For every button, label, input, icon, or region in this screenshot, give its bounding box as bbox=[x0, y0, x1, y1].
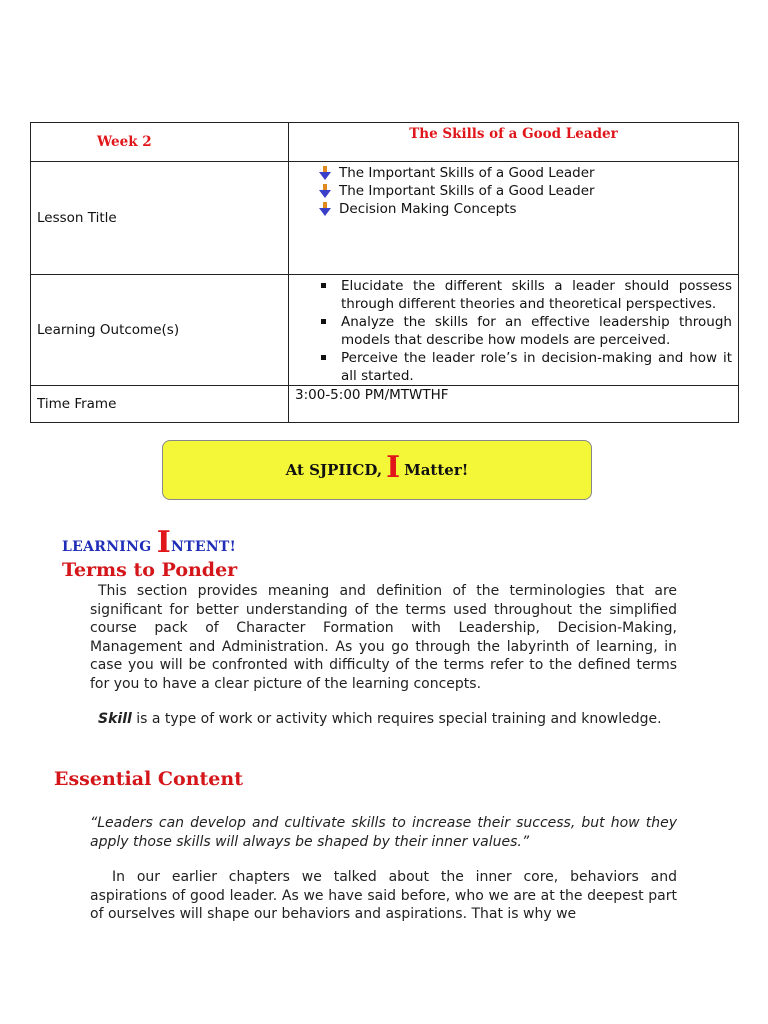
list-item bbox=[319, 349, 732, 385]
intent-rest: NTENT! bbox=[171, 539, 237, 555]
lesson-title-label: Lesson Title bbox=[31, 162, 289, 275]
list-item bbox=[319, 182, 738, 200]
outcome-text: Perceive the leader role’s in decision-making and how it all started. bbox=[341, 350, 732, 384]
down-arrow-icon bbox=[319, 202, 331, 216]
square-bullet-icon bbox=[321, 319, 326, 324]
essential-paragraph: In our earlier chapters we talked about the inner core, behaviors and aspirations of good leader. As we have said before, who we are at the deepest part of ourselves will shape our behaviors and aspirations. That is why we bbox=[90, 869, 677, 922]
motto-big-letter: I bbox=[386, 449, 401, 485]
essential-quote: “Leaders can develop and cultivate skills to increase their success, but how they apply those skills will always be shaped by their inner values.” bbox=[90, 815, 677, 850]
intent-big-letter: I bbox=[156, 525, 172, 560]
skill-definition bbox=[90, 710, 677, 729]
outcomes-list bbox=[289, 277, 732, 385]
outcomes-cell bbox=[289, 275, 739, 386]
learning-intent-heading bbox=[62, 524, 236, 559]
time-frame-label: Time Frame bbox=[31, 386, 289, 423]
motto-banner bbox=[162, 440, 592, 500]
terms-heading: Terms to Ponder bbox=[62, 559, 238, 581]
motto-before: At SJPIICD, bbox=[285, 461, 383, 479]
skill-term: Skill bbox=[98, 711, 132, 727]
list-item bbox=[319, 277, 732, 313]
intent-word: LEARNING bbox=[62, 539, 152, 555]
topic-title: The Skills of a Good Leader bbox=[289, 123, 739, 162]
lesson-titles-list bbox=[289, 164, 738, 218]
down-arrow-icon bbox=[319, 184, 331, 198]
outcomes-label: Learning Outcome(s) bbox=[31, 275, 289, 386]
lesson-info-table bbox=[30, 122, 739, 423]
square-bullet-icon bbox=[321, 355, 326, 360]
lesson-titles-cell bbox=[289, 162, 739, 275]
skill-def: is a type of work or activity which requires special training and knowledge. bbox=[131, 711, 662, 727]
motto-after: Matter! bbox=[404, 461, 469, 479]
square-bullet-icon bbox=[321, 283, 326, 288]
list-item bbox=[319, 164, 738, 182]
terms-paragraph: This section provides meaning and definition of the terminologies that are significant for better understanding of the terms used throughout the simplified course pack of Character Formation with Leadership, Decision-Making, Management and Administration. As you go through the labyrinth of learning, in case you will be confronted with difficulty of the terms refer to the defined terms for you to have a clear picture of the learning concepts. bbox=[90, 583, 677, 692]
lesson-title-text: Decision Making Concepts bbox=[339, 201, 517, 217]
down-arrow-icon bbox=[319, 166, 331, 180]
list-item bbox=[319, 200, 738, 218]
list-item bbox=[319, 313, 732, 349]
time-frame-value: 3:00-5:00 PM/MTWTHF bbox=[289, 386, 739, 423]
outcome-text: Elucidate the different skills a leader should possess through different theories and theoretical perspectives. bbox=[341, 278, 732, 312]
lesson-title-text: The Important Skills of a Good Leader bbox=[339, 183, 595, 199]
outcome-text: Analyze the skills for an effective leadership through models that describe how models are perceived. bbox=[341, 314, 732, 348]
essential-heading: Essential Content bbox=[54, 768, 243, 790]
week-label: Week 2 bbox=[31, 123, 289, 162]
lesson-title-text: The Important Skills of a Good Leader bbox=[339, 165, 595, 181]
